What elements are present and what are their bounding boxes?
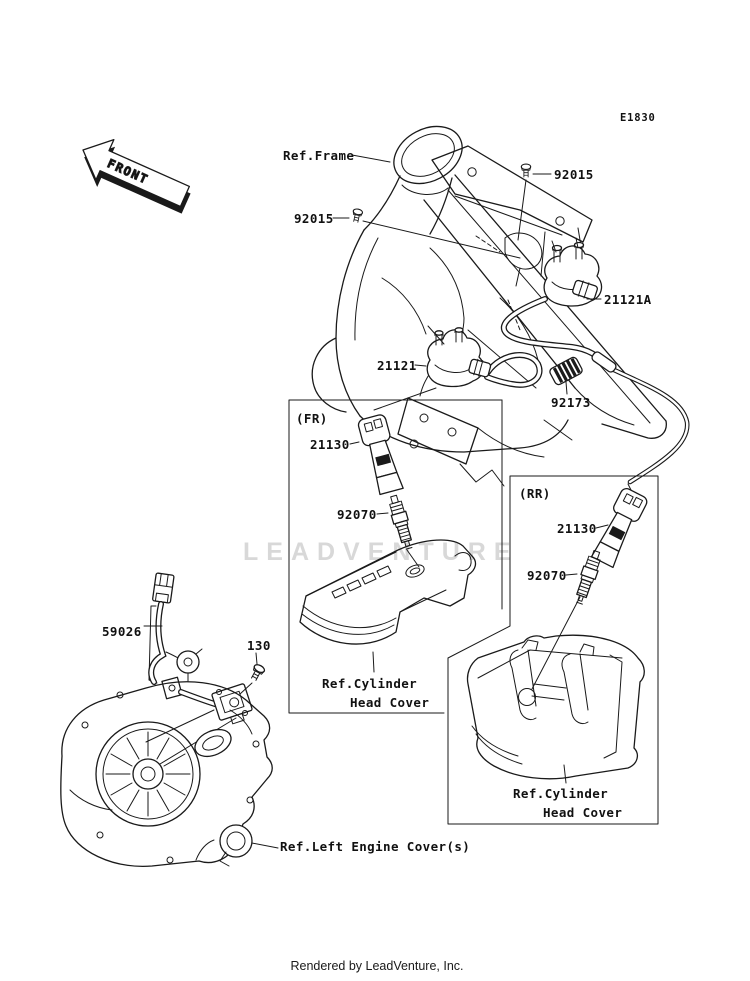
ref-frame-label: Ref.Frame [283, 148, 355, 163]
ref-left-engine-cover-label: Ref.Left Engine Cover(s) [280, 839, 471, 854]
part-label-92015-left[interactable]: 92015 [294, 211, 334, 226]
ref-cylinder-head-cover-rr-label-line1: Ref.Cylinder [513, 786, 609, 801]
part-label-59026[interactable]: 59026 [102, 624, 142, 639]
rr-section-label: (RR) [519, 486, 551, 501]
ref-cylinder-head-cover-fr-label-line2: Head Cover [350, 695, 430, 710]
part-label-92015-right[interactable]: 92015 [554, 167, 594, 182]
part-label-21130-rr[interactable]: 21130 [557, 521, 597, 536]
front-arrow-label: FRONT [105, 156, 151, 187]
part-label-92070-fr[interactable]: 92070 [337, 507, 377, 522]
part-label-21130-fr[interactable]: 21130 [310, 437, 350, 452]
part-label-21121[interactable]: 21121 [377, 358, 417, 373]
part-label-92173[interactable]: 92173 [551, 395, 591, 410]
watermark-text: LEADVENTURE [243, 538, 519, 566]
ref-cylinder-head-cover-fr-label-line1: Ref.Cylinder [322, 676, 418, 691]
part-label-130[interactable]: 130 [247, 638, 271, 653]
ref-cylinder-head-cover-rr-label-line2: Head Cover [543, 805, 623, 820]
diagram-code-label: E1830 [620, 112, 656, 124]
fr-section-label: (FR) [296, 411, 328, 426]
footer-text: Rendered by LeadVenture, Inc. [290, 959, 464, 973]
part-label-21121a[interactable]: 21121A [604, 292, 652, 307]
part-label-92070-rr[interactable]: 92070 [527, 568, 567, 583]
